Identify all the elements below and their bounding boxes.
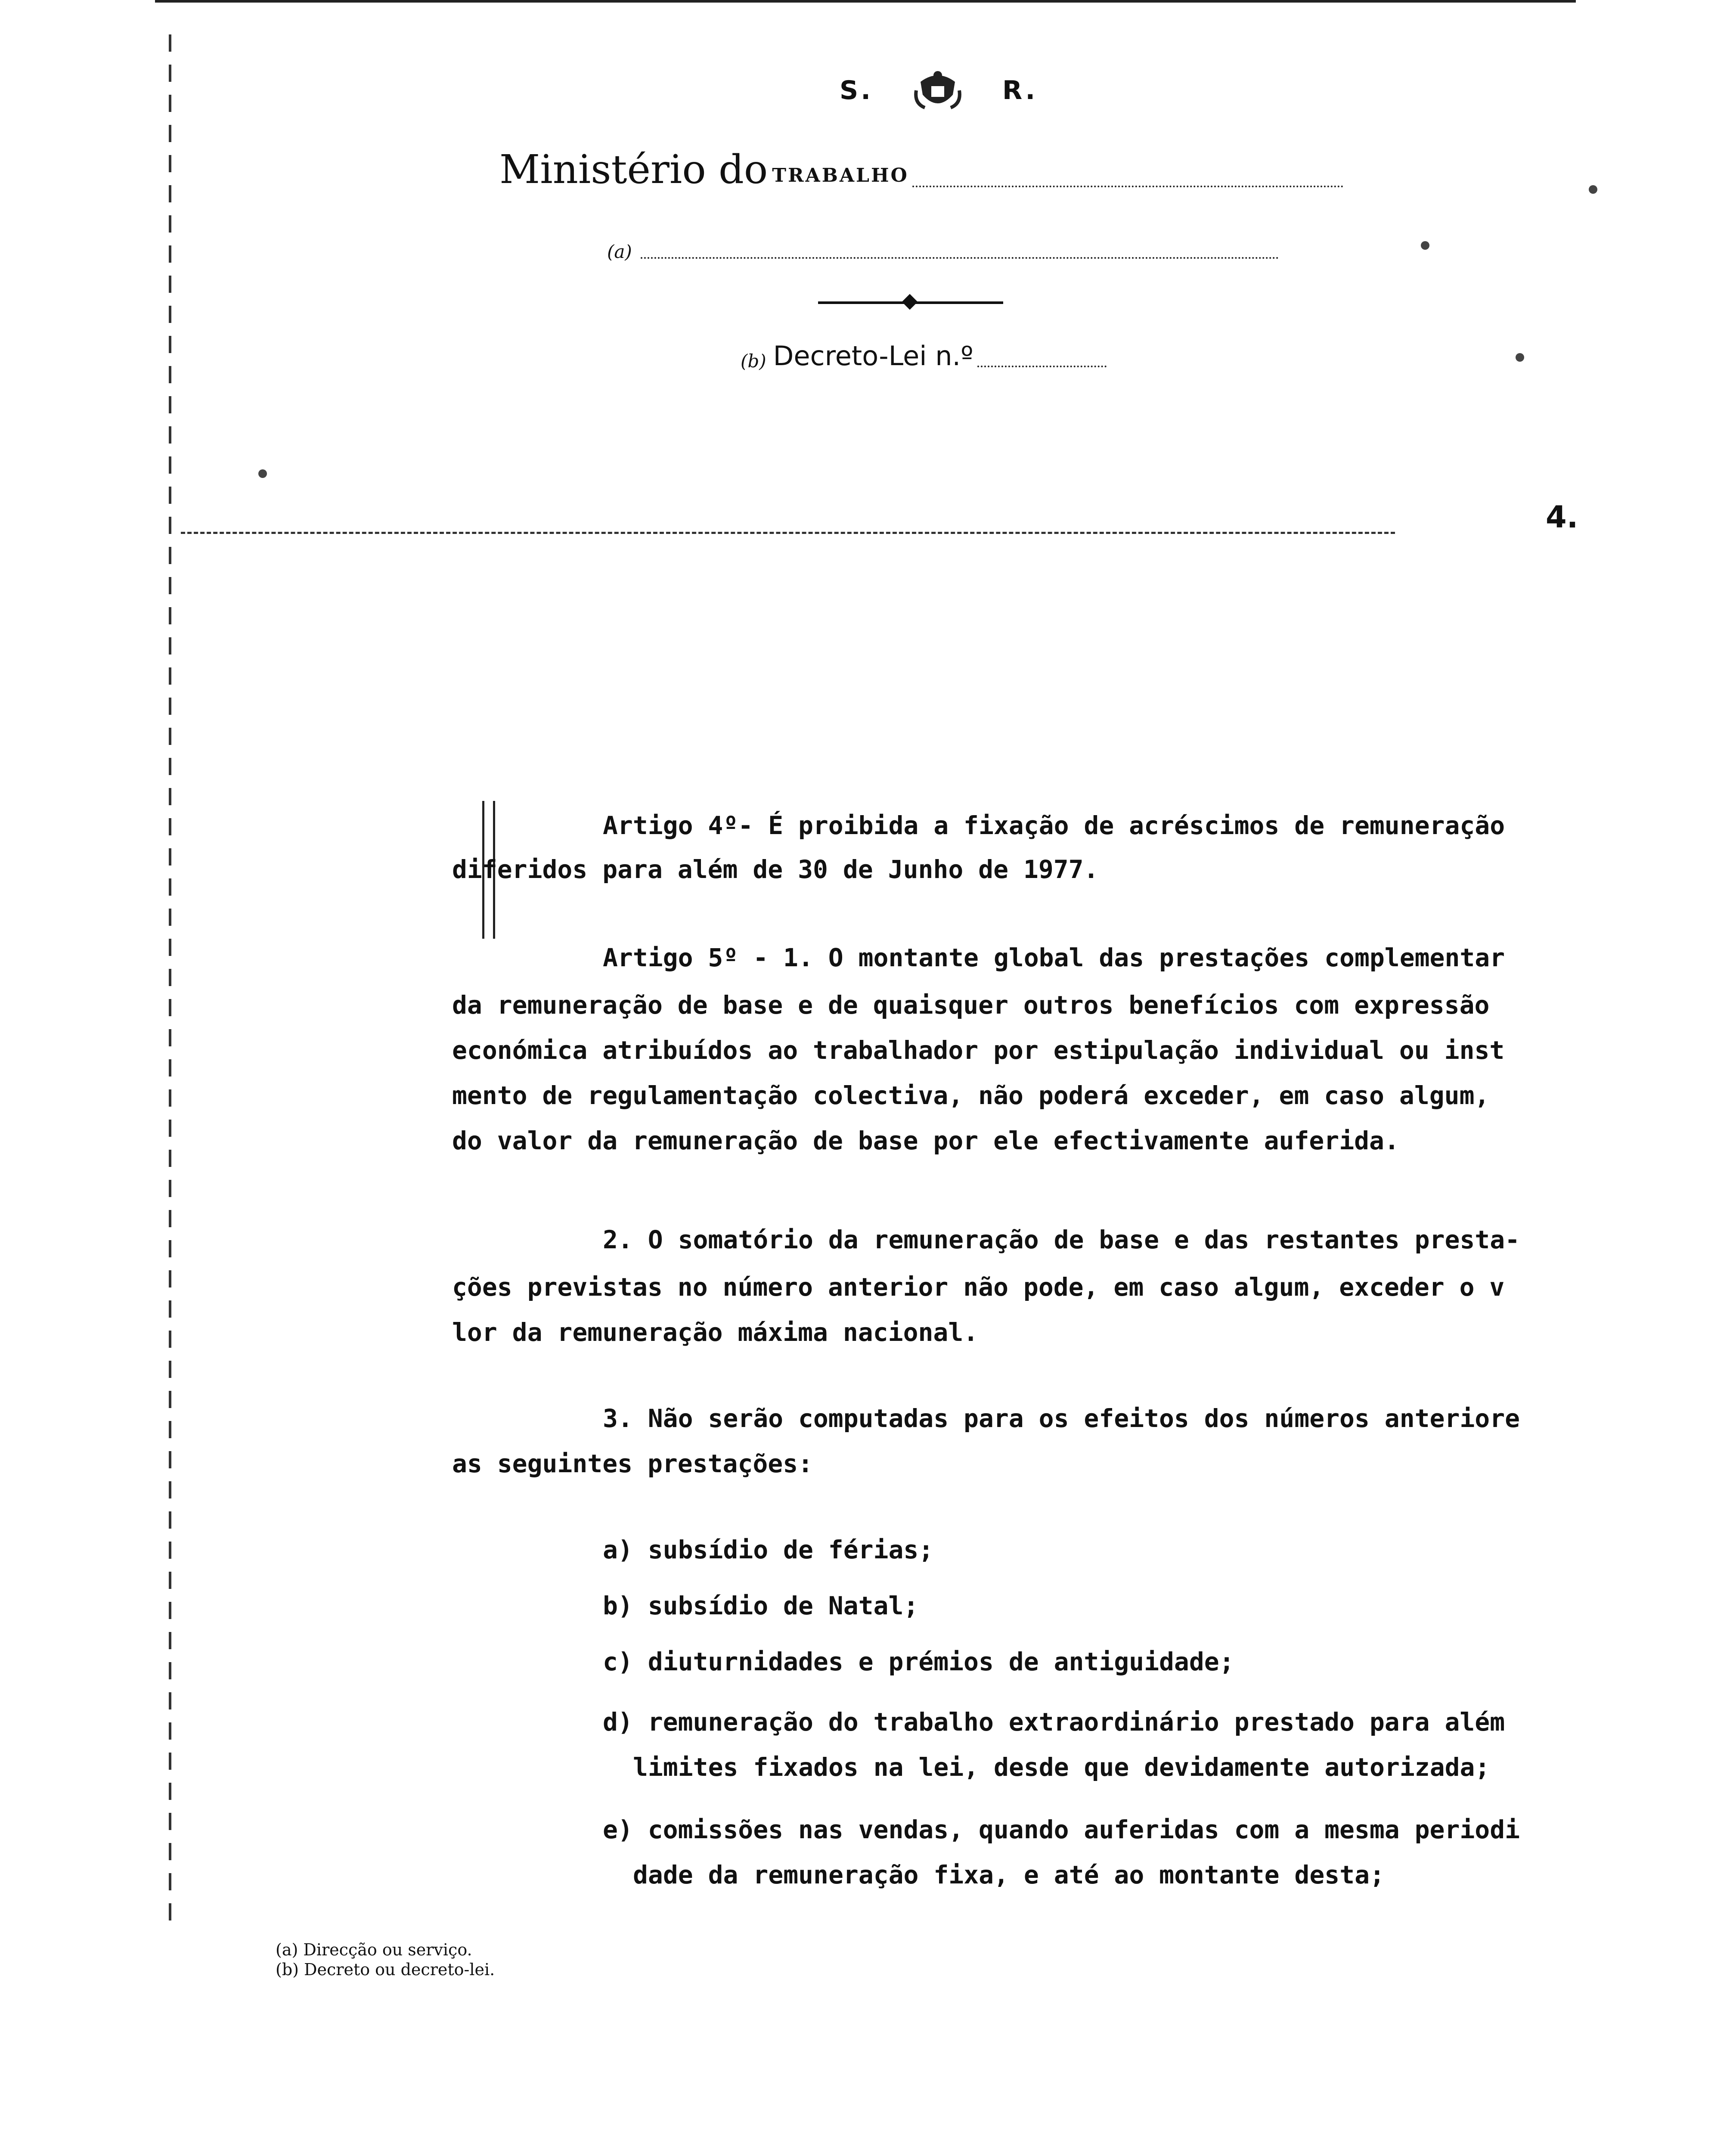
ministry-name: TRABALHO bbox=[772, 164, 909, 186]
field-a-marker: (a) bbox=[607, 241, 632, 262]
field-b-row bbox=[741, 340, 1107, 372]
decree-dotted-line bbox=[977, 366, 1107, 367]
scan-speck bbox=[1421, 241, 1429, 250]
page-number: 4. bbox=[1546, 499, 1578, 535]
ministry-dotted-line bbox=[912, 186, 1343, 187]
list-item-c: c) diuturnidades e prémios de antiguidade; bbox=[603, 1647, 1234, 1676]
header-seal-row bbox=[840, 65, 1038, 116]
coat-of-arms-icon bbox=[912, 65, 964, 116]
list-item-b: b) subsídio de Natal; bbox=[603, 1591, 919, 1620]
body-line-9: ções previstas no número anterior não pode, em caso algum, exceder o v bbox=[452, 1272, 1505, 1302]
list-item-d: d) remuneração do trabalho extraordinário prestado para além bbox=[603, 1707, 1505, 1737]
ministry-label: Ministério do bbox=[499, 146, 768, 192]
left-margin-marks bbox=[169, 34, 171, 1929]
list-item-e: e) comissões nas vendas, quando auferidas com a mesma periodi bbox=[603, 1815, 1520, 1844]
body-line-6: mento de regulamentação colectiva, não poderá exceder, em caso algum, bbox=[452, 1081, 1490, 1110]
field-b-marker: (b) bbox=[741, 351, 766, 372]
list-item-d-continuation: limites fixados na lei, desde que devidamente autorizada; bbox=[633, 1753, 1490, 1782]
scan-speck bbox=[1589, 185, 1597, 194]
body-line-8: 2. O somatório da remuneração de base e das restantes presta- bbox=[603, 1225, 1520, 1254]
footnote-a: (a) Direcção ou serviço. bbox=[276, 1940, 472, 1959]
scan-speck bbox=[1516, 353, 1524, 362]
body-line-7: do valor da remuneração de base por ele efectivamente auferida. bbox=[452, 1126, 1399, 1155]
body-line-2: diferidos para além de 30 de Junho de 1977. bbox=[452, 855, 1099, 884]
ministry-row bbox=[499, 146, 1343, 192]
list-item-e-continuation: dade da remuneração fixa, e até ao montante desta; bbox=[633, 1860, 1385, 1889]
body-line-1: Artigo 4º- É proibida a fixação de acréscimos de remuneração bbox=[603, 811, 1505, 840]
body-line-5: económica atribuídos ao trabalhador por estipulação individual ou inst bbox=[452, 1036, 1505, 1065]
body-line-11: 3. Não serão computadas para os efeitos dos números anteriore bbox=[603, 1404, 1520, 1433]
field-a-dotted-line bbox=[641, 257, 1279, 259]
body-line-12: as seguintes prestações: bbox=[452, 1449, 813, 1478]
top-border-line bbox=[155, 0, 1576, 3]
body-line-3: Artigo 5º - 1. O montante global das prestações complementar bbox=[603, 943, 1505, 972]
field-a-row bbox=[607, 241, 1279, 262]
body-line-10: lor da remuneração máxima nacional. bbox=[452, 1318, 979, 1347]
body-line-4: da remuneração de base e de quaisquer outros benefícios com expressão bbox=[452, 990, 1490, 1020]
footnote-b: (b) Decreto ou decreto-lei. bbox=[276, 1960, 495, 1979]
section-separator bbox=[181, 532, 1395, 534]
scan-speck bbox=[258, 469, 267, 478]
header-letter-s: S. bbox=[840, 75, 874, 105]
divider-diamond-icon bbox=[902, 294, 918, 310]
header-letter-r: R. bbox=[1002, 75, 1038, 105]
list-item-a: a) subsídio de férias; bbox=[603, 1535, 934, 1564]
footnotes bbox=[276, 1940, 495, 1979]
decree-label: Decreto-Lei n.º bbox=[773, 340, 973, 372]
